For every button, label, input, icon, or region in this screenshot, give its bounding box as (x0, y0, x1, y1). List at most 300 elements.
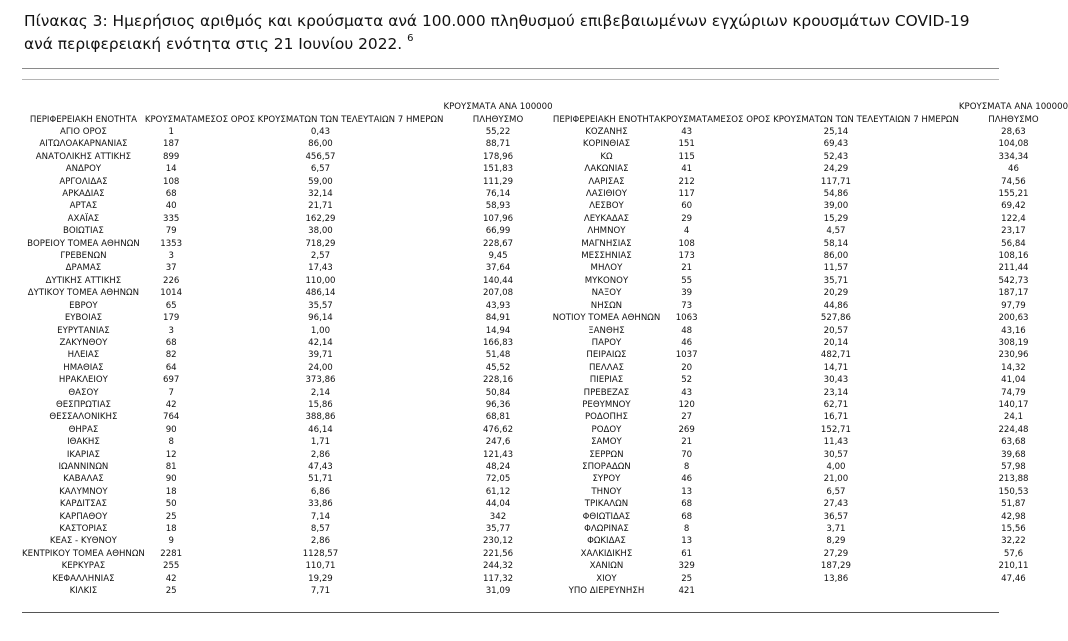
left-region-cell: ΘΗΡΑΣ (68, 424, 99, 435)
table-row (22, 312, 1068, 324)
left-per100k-cell: 35,77 (485, 524, 511, 534)
right-per100k-cell: 230,96 (998, 350, 1029, 361)
right-cases-cell: 27 (681, 412, 693, 423)
left-avg7-cell: 38,00 (308, 226, 333, 237)
right-region-cell: ΦΘΙΩΤΙΔΑΣ (582, 511, 631, 522)
left-avg7-cell: 0,43 (310, 127, 331, 137)
right-cases-cell: 43 (681, 387, 693, 398)
right-region-cell: ΜΗΛΟΥ (590, 263, 623, 274)
right-per100k-cell: 57,6 (1003, 548, 1024, 559)
left-per100k-cell: 66,99 (485, 226, 511, 237)
left-cases-cell: 12 (165, 449, 177, 460)
right-avg7-cell: 3,71 (826, 524, 846, 534)
right-per100k-cell: 24,1 (1003, 412, 1024, 423)
right-avg7-cell: 20,14 (823, 337, 849, 348)
left-region-cell: ΚΕΦΑΛΛΗΝΙΑΣ (52, 573, 115, 584)
header-per100k-line1: ΚΡΟΥΣΜΑΤΑ ΑΝΑ 100000 (958, 102, 1068, 113)
left-cases-cell: 8 (168, 437, 174, 448)
right-per100k-cell: 47,46 (1001, 573, 1026, 584)
left-per100k-cell: 247,6 (485, 437, 511, 448)
right-region-cell: ΠΙΕΡΙΑΣ (589, 375, 624, 386)
left-region-cell: ΑΝΔΡΟΥ (65, 164, 102, 175)
right-cases-cell: 21 (681, 263, 693, 274)
left-region-cell: ΔΥΤΙΚΗΣ ΑΤΤΙΚΗΣ (45, 275, 122, 286)
left-cases-cell: 18 (165, 486, 177, 497)
left-cases-cell: 1353 (160, 238, 183, 249)
left-cases-cell: 7 (168, 387, 174, 398)
table-row (22, 325, 1068, 337)
left-region-cell: ΑΡΓΟΛΙΔΑΣ (59, 176, 108, 187)
right-region-cell: ΚΟΖΑΝΗΣ (585, 127, 628, 137)
left-avg7-cell: 32,14 (308, 189, 333, 200)
right-per100k-cell: 97,79 (1001, 300, 1026, 311)
left-avg7-cell: 86,00 (308, 139, 333, 150)
right-per100k-cell: 210,11 (998, 561, 1029, 572)
table-row (22, 585, 1068, 597)
left-per100k-cell: 48,24 (485, 461, 511, 472)
right-per100k-cell: 63,68 (1001, 437, 1026, 448)
left-cases-cell: 255 (162, 561, 180, 572)
header-per100k-line2: ΠΛΗΘΥΣΜΟ (472, 114, 524, 125)
right-per100k-cell: 104,08 (998, 139, 1029, 150)
left-per100k-cell: 166,83 (482, 337, 514, 348)
left-region-cell: ΗΜΑΘΙΑΣ (63, 362, 104, 373)
right-cases-cell: 55 (681, 275, 693, 286)
left-cases-cell: 9 (168, 536, 174, 547)
left-cases-cell: 3 (168, 251, 174, 262)
left-cases-cell: 179 (162, 313, 180, 324)
left-region-cell: ΘΕΣΣΑΛΟΝΙΚΗΣ (49, 412, 118, 423)
right-avg7-cell: 52,43 (823, 151, 849, 162)
table-row (22, 461, 1068, 473)
right-region-cell: ΚΩ (600, 151, 613, 162)
right-region-cell: ΧΑΛΚΙΔΙΚΗΣ (580, 548, 633, 559)
table-row (22, 498, 1068, 510)
right-per100k-cell: 74,56 (1001, 176, 1026, 187)
left-cases-cell: 226 (162, 275, 180, 286)
table-row (22, 151, 1068, 163)
left-avg7-cell: 456,57 (305, 151, 336, 162)
right-region-cell: ΜΕΣΣΗΝΙΑΣ (581, 251, 632, 262)
right-region-cell: ΠΕΛΛΑΣ (588, 362, 624, 373)
left-avg7-cell: 42,14 (308, 337, 333, 348)
right-region-cell: ΤΡΙΚΑΛΩΝ (584, 499, 629, 510)
left-per100k-cell: 31,09 (485, 586, 511, 597)
right-per100k-cell: 308,19 (998, 337, 1029, 348)
top-rule (22, 68, 999, 69)
left-avg7-cell: 47,43 (308, 461, 333, 472)
right-avg7-cell: 4,00 (826, 461, 846, 472)
left-cases-cell: 65 (165, 300, 177, 311)
left-per100k-cell: 244,32 (482, 561, 514, 572)
left-avg7-cell: 96,14 (308, 313, 333, 324)
right-cases-cell: 212 (678, 176, 695, 187)
right-per100k-cell: 39,68 (1001, 449, 1026, 460)
table-row (22, 349, 1068, 361)
right-per100k-cell (959, 585, 1068, 597)
right-per100k-cell: 140,17 (998, 399, 1029, 410)
right-region-cell: ΦΛΩΡΙΝΑΣ (584, 524, 629, 534)
table-row (22, 573, 1068, 585)
top-rule-secondary (22, 79, 999, 80)
right-avg7-cell: 69,43 (823, 139, 849, 150)
table-row (22, 200, 1068, 212)
left-avg7-cell: 6,86 (310, 486, 331, 497)
left-region-cell: ΒΟΙΩΤΙΑΣ (62, 226, 104, 237)
right-per100k-cell: 32,22 (1001, 536, 1026, 547)
right-per100k-cell: 51,87 (1001, 499, 1026, 510)
right-cases-cell: 1037 (675, 350, 698, 361)
left-cases-cell: 18 (165, 524, 177, 534)
right-region-cell: ΚΟΡΙΝΘΙΑΣ (582, 139, 631, 150)
left-avg7-cell: 718,29 (305, 238, 336, 249)
left-avg7-cell: 2,14 (310, 387, 331, 398)
header-per100k-right (959, 96, 1068, 126)
right-per100k-cell: 155,21 (998, 189, 1029, 200)
left-per100k-cell: 121,43 (482, 449, 514, 460)
left-avg7-cell: 1,00 (310, 325, 331, 336)
table-row (22, 473, 1068, 485)
left-per100k-cell: 55,22 (485, 127, 511, 137)
left-cases-cell: 697 (162, 375, 180, 386)
left-avg7-cell: 59,00 (308, 176, 333, 187)
right-region-cell: ΡΟΔΟΥ (591, 424, 622, 435)
right-region-cell: ΛΑΣΙΘΙΟΥ (585, 189, 627, 200)
right-per100k-cell: 57,98 (1001, 461, 1026, 472)
right-cases-cell: 68 (681, 499, 693, 510)
table-row (22, 238, 1068, 250)
left-per100k-cell: 476,62 (482, 424, 514, 435)
header-cases-left: ΚΡΟΥΣΜΑΤΑ (144, 114, 198, 125)
left-avg7-cell: 110,00 (305, 275, 336, 286)
regional-cases-table (22, 96, 1068, 597)
table-row (22, 188, 1068, 200)
left-region-cell: ΔΡΑΜΑΣ (65, 263, 102, 274)
right-cases-cell: 8 (683, 524, 690, 534)
right-cases-cell: 115 (678, 151, 695, 162)
right-avg7-cell: 6,57 (826, 486, 846, 497)
left-cases-cell: 40 (165, 201, 177, 212)
right-region-cell: ΡΟΔΟΠΗΣ (584, 412, 628, 423)
left-per100k-cell: 117,32 (482, 573, 514, 584)
table-row (22, 275, 1068, 287)
table-row (22, 138, 1068, 150)
right-cases-cell: 4 (683, 226, 690, 237)
right-cases-cell: 1063 (675, 313, 698, 324)
table-row (22, 262, 1068, 274)
right-cases-cell: 70 (681, 449, 693, 460)
right-avg7-cell: 152,71 (820, 424, 851, 435)
right-cases-cell: 120 (678, 399, 695, 410)
left-region-cell: ΙΚΑΡΙΑΣ (66, 449, 100, 460)
right-avg7-cell: 20,57 (823, 325, 849, 336)
left-cases-cell: 50 (165, 499, 177, 510)
left-avg7-cell: 1128,57 (302, 548, 339, 559)
left-avg7-cell: 373,86 (305, 375, 336, 386)
right-cases-cell: 48 (681, 325, 693, 336)
right-avg7-cell: 35,71 (823, 275, 849, 286)
left-cases-cell: 79 (165, 226, 177, 237)
left-avg7-cell: 8,57 (310, 524, 331, 534)
table-row (22, 163, 1068, 175)
right-per100k-cell: 334,34 (998, 151, 1029, 162)
bottom-rule (22, 612, 999, 613)
left-avg7-cell: 7,14 (310, 511, 331, 522)
left-avg7-cell: 39,71 (308, 350, 333, 361)
right-per100k-cell: 46 (1008, 164, 1019, 175)
left-region-cell: ΚΑΡΔΙΤΣΑΣ (59, 499, 107, 510)
left-cases-cell: 764 (162, 412, 180, 423)
left-per100k-cell: 140,44 (482, 275, 514, 286)
left-per100k-cell: 45,52 (485, 362, 511, 373)
header-region-left: ΠΕΡΙΦΕΡΕΙΑΚΗ ΕΝΟΤΗΤΑ (29, 114, 137, 125)
right-region-cell: ΣΑΜΟΥ (591, 437, 622, 448)
right-per100k-cell: 200,63 (998, 313, 1029, 324)
left-per100k-cell: 61,12 (485, 486, 511, 497)
right-avg7-cell: 44,86 (823, 300, 849, 311)
left-region-cell: ΚΙΛΚΙΣ (69, 586, 98, 597)
left-avg7-cell: 19,29 (308, 573, 333, 584)
table-row (22, 411, 1068, 423)
right-cases-cell: 39 (681, 288, 693, 299)
right-per100k-cell: 41,04 (1001, 375, 1026, 386)
right-per100k-cell: 187,17 (998, 288, 1029, 299)
left-region-cell: ΑΧΑΪΑΣ (67, 213, 100, 224)
right-region-cell: ΛΕΥΚΑΔΑΣ (583, 213, 630, 224)
header-per100k-left (443, 96, 552, 126)
left-cases-cell: 3 (168, 325, 174, 336)
right-region-cell: ΣΥΡΟΥ (592, 474, 621, 485)
left-per100k-cell: 50,84 (485, 387, 511, 398)
table-row (22, 176, 1068, 188)
left-region-cell: ΚΕΝΤΡΙΚΟΥ ΤΟΜΕΑ ΑΘΗΝΩΝ (22, 548, 145, 559)
right-region-cell: ΠΕΙΡΑΙΩΣ (586, 350, 627, 361)
left-per100k-cell: 228,67 (482, 238, 514, 249)
table-row (22, 523, 1068, 535)
right-region-cell: ΡΕΘΥΜΝΟΥ (582, 399, 631, 410)
left-per100k-cell: 68,81 (485, 412, 511, 423)
left-per100k-cell: 96,36 (485, 399, 511, 410)
right-avg7-cell: 36,57 (823, 511, 849, 522)
left-region-cell: ΚΕΑΣ - ΚΥΘΝΟΥ (49, 536, 117, 547)
left-per100k-cell: 58,93 (485, 201, 511, 212)
right-avg7-cell: 14,71 (823, 362, 849, 373)
left-per100k-cell: 44,04 (485, 499, 511, 510)
right-avg7-cell: 62,71 (823, 399, 849, 410)
right-avg7-cell: 16,71 (823, 412, 849, 423)
right-region-cell: ΧΑΝΙΩΝ (589, 561, 624, 572)
table-row (22, 374, 1068, 386)
left-region-cell: ΚΑΛΥΜΝΟΥ (59, 486, 108, 497)
left-avg7-cell: 1,71 (310, 437, 331, 448)
table-row (22, 387, 1068, 399)
right-cases-cell: 117 (678, 189, 695, 200)
left-per100k-cell: 37,64 (485, 263, 511, 274)
right-cases-cell: 25 (681, 573, 693, 584)
left-per100k-cell: 14,94 (485, 325, 511, 336)
table-row (22, 535, 1068, 547)
right-cases-cell: 13 (681, 486, 693, 497)
right-region-cell: ΜΑΓΝΗΣΙΑΣ (581, 238, 632, 249)
right-per100k-cell: 43,16 (1001, 325, 1026, 336)
right-cases-cell: 68 (681, 511, 693, 522)
left-cases-cell: 68 (165, 337, 177, 348)
right-per100k-cell: 23,17 (1001, 226, 1026, 237)
right-region-cell: ΛΗΜΝΟΥ (587, 226, 626, 237)
right-avg7-cell: 30,43 (823, 375, 849, 386)
right-region-cell: ΥΠΟ ΔΙΕΡΕΥΝΗΣΗ (568, 586, 645, 597)
left-cases-cell: 25 (165, 511, 177, 522)
left-per100k-cell: 151,83 (482, 164, 514, 175)
left-per100k-cell: 43,93 (485, 300, 511, 311)
left-region-cell: ΑΓΙΟ ΟΡΟΣ (60, 127, 107, 137)
left-per100k-cell: 9,45 (488, 251, 508, 262)
left-region-cell: ΙΘΑΚΗΣ (67, 437, 100, 448)
right-cases-cell: 108 (678, 238, 695, 249)
left-cases-cell: 64 (165, 362, 177, 373)
right-avg7-cell: 54,86 (823, 189, 849, 200)
left-avg7-cell: 2,57 (310, 251, 331, 262)
right-avg7-cell: 30,57 (823, 449, 849, 460)
left-cases-cell: 42 (165, 573, 177, 584)
left-cases-cell: 187 (162, 139, 180, 150)
left-cases-cell: 25 (165, 586, 177, 597)
right-per100k-cell: 15,56 (1001, 524, 1026, 534)
left-per100k-cell: 88,71 (485, 139, 511, 150)
table-row (22, 225, 1068, 237)
table-row (22, 436, 1068, 448)
right-region-cell: ΝΑΞΟΥ (591, 288, 622, 299)
right-cases-cell: 41 (681, 164, 693, 175)
right-cases-cell: 60 (681, 201, 693, 212)
footnote-marker[interactable]: 6 (407, 33, 414, 45)
left-avg7-cell: 486,14 (305, 288, 336, 299)
left-cases-cell: 81 (165, 461, 177, 472)
table-row (22, 250, 1068, 262)
header-region-right: ΠΕΡΙΦΕΡΕΙΑΚΗ ΕΝΟΤΗΤΑ (552, 114, 660, 125)
table-row (22, 213, 1068, 225)
right-per100k-cell: 542,73 (998, 275, 1029, 286)
right-region-cell: ΜΥΚΟΝΟΥ (584, 275, 629, 286)
table-row (22, 560, 1068, 572)
right-avg7-cell: 11,43 (823, 437, 849, 448)
left-avg7-cell: 35,57 (308, 300, 333, 311)
right-avg7-cell: 39,00 (823, 201, 849, 212)
right-region-cell: ΞΑΝΘΗΣ (588, 325, 625, 336)
right-per100k-cell: 211,44 (998, 263, 1029, 274)
right-per100k-cell: 28,63 (1001, 127, 1026, 137)
right-avg7-cell: 527,86 (820, 313, 851, 324)
right-avg7-cell: 27,43 (823, 499, 849, 510)
header-per100k-line1: ΚΡΟΥΣΜΑΤΑ ΑΝΑ 100000 (443, 102, 553, 113)
left-avg7-cell: 17,43 (308, 263, 333, 274)
left-avg7-cell: 51,71 (308, 474, 333, 485)
right-region-cell: ΣΠΟΡΑΔΩΝ (582, 461, 631, 472)
left-region-cell: ΒΟΡΕΙΟΥ ΤΟΜΕΑ ΑΘΗΝΩΝ (27, 238, 140, 249)
left-avg7-cell: 162,29 (305, 213, 336, 224)
left-cases-cell: 37 (165, 263, 177, 274)
left-per100k-cell: 72,05 (485, 474, 511, 485)
right-per100k-cell: 56,84 (1001, 238, 1026, 249)
right-avg7-cell: 25,14 (823, 127, 849, 137)
right-avg7-cell: 4,57 (826, 226, 846, 237)
right-per100k-cell: 14,32 (1001, 362, 1026, 373)
right-avg7-cell: 187,29 (820, 561, 851, 572)
left-per100k-cell: 107,96 (482, 213, 514, 224)
left-region-cell: ΕΥΒΟΙΑΣ (64, 313, 103, 324)
right-avg7-cell: 21,00 (823, 474, 849, 485)
right-cases-cell: 151 (678, 139, 695, 150)
table-row (22, 126, 1068, 138)
left-region-cell: ΖΑΚΥΝΘΟΥ (59, 337, 108, 348)
left-cases-cell: 42 (165, 399, 177, 410)
right-cases-cell: 21 (681, 437, 693, 448)
right-per100k-cell: 224,48 (998, 424, 1029, 435)
left-region-cell: ΚΑΒΑΛΑΣ (63, 474, 104, 485)
header-avg7-left: ΜΕΣΟΣ ΟΡΟΣ ΚΡΟΥΣΜΑΤΩΝ ΤΩΝ ΤΕΛΕΥΤΑΙΩΝ 7 ΗΜΕΡΩΝ (197, 114, 444, 125)
right-cases-cell: 46 (681, 337, 693, 348)
right-avg7-cell: 15,29 (823, 213, 849, 224)
left-region-cell: ΑΝΑΤΟΛΙΚΗΣ ΑΤΤΙΚΗΣ (35, 151, 132, 162)
right-cases-cell: 269 (678, 424, 695, 435)
left-region-cell: ΙΩΑΝΝΙΝΩΝ (58, 461, 109, 472)
right-cases-cell: 20 (681, 362, 693, 373)
right-cases-cell: 29 (681, 213, 693, 224)
right-region-cell: ΠΡΕΒΕΖΑΣ (583, 387, 630, 398)
left-region-cell: ΔΥΤΙΚΟΥ ΤΟΜΕΑ ΑΘΗΝΩΝ (27, 288, 140, 299)
left-avg7-cell: 2,86 (310, 449, 331, 460)
right-region-cell: ΤΗΝΟΥ (591, 486, 622, 497)
left-region-cell: ΗΛΕΙΑΣ (67, 350, 100, 361)
left-cases-cell: 2281 (160, 548, 183, 559)
header-cases-right: ΚΡΟΥΣΜΑΤΑ (660, 114, 713, 125)
right-avg7-cell: 11,57 (823, 263, 849, 274)
left-avg7-cell: 388,86 (305, 412, 336, 423)
right-per100k-cell: 108,16 (998, 251, 1029, 262)
left-cases-cell: 108 (162, 176, 180, 187)
left-per100k-cell: 84,91 (485, 313, 511, 324)
right-region-cell: ΛΑΚΩΝΙΑΣ (584, 164, 629, 175)
left-region-cell: ΚΑΣΤΟΡΙΑΣ (59, 524, 108, 534)
right-per100k-cell: 74,79 (1001, 387, 1026, 398)
right-cases-cell: 13 (681, 536, 693, 547)
right-per100k-cell: 42,98 (1001, 511, 1026, 522)
right-per100k-cell: 150,53 (998, 486, 1029, 497)
right-avg7-cell: 24,29 (823, 164, 849, 175)
left-region-cell: ΚΑΡΠΑΘΟΥ (59, 511, 108, 522)
right-avg7-cell: 8,29 (826, 536, 846, 547)
left-avg7-cell: 6,57 (310, 164, 331, 175)
table-row (22, 449, 1068, 461)
left-avg7-cell: 15,86 (308, 399, 333, 410)
right-per100k-cell: 213,88 (998, 474, 1029, 485)
left-cases-cell: 68 (165, 189, 177, 200)
right-cases-cell: 329 (678, 561, 695, 572)
right-cases-cell: 8 (683, 461, 690, 472)
right-cases-cell: 421 (678, 586, 695, 597)
left-region-cell: ΚΕΡΚΥΡΑΣ (61, 561, 106, 572)
left-cases-cell: 1 (168, 127, 174, 137)
right-cases-cell: 173 (678, 251, 695, 262)
right-region-cell: ΛΕΣΒΟΥ (589, 201, 624, 212)
left-region-cell: ΑΙΤΩΛΟΑΚΑΡΝΑΝΙΑΣ (39, 139, 128, 150)
header-per100k-line2: ΠΛΗΘΥΣΜΟ (988, 114, 1039, 125)
right-avg7-cell: 58,14 (823, 238, 849, 249)
right-region-cell: ΦΩΚΙΔΑΣ (587, 536, 626, 547)
left-per100k-cell: 342 (489, 511, 507, 522)
right-avg7-cell: 20,29 (823, 288, 849, 299)
left-cases-cell: 335 (162, 213, 180, 224)
